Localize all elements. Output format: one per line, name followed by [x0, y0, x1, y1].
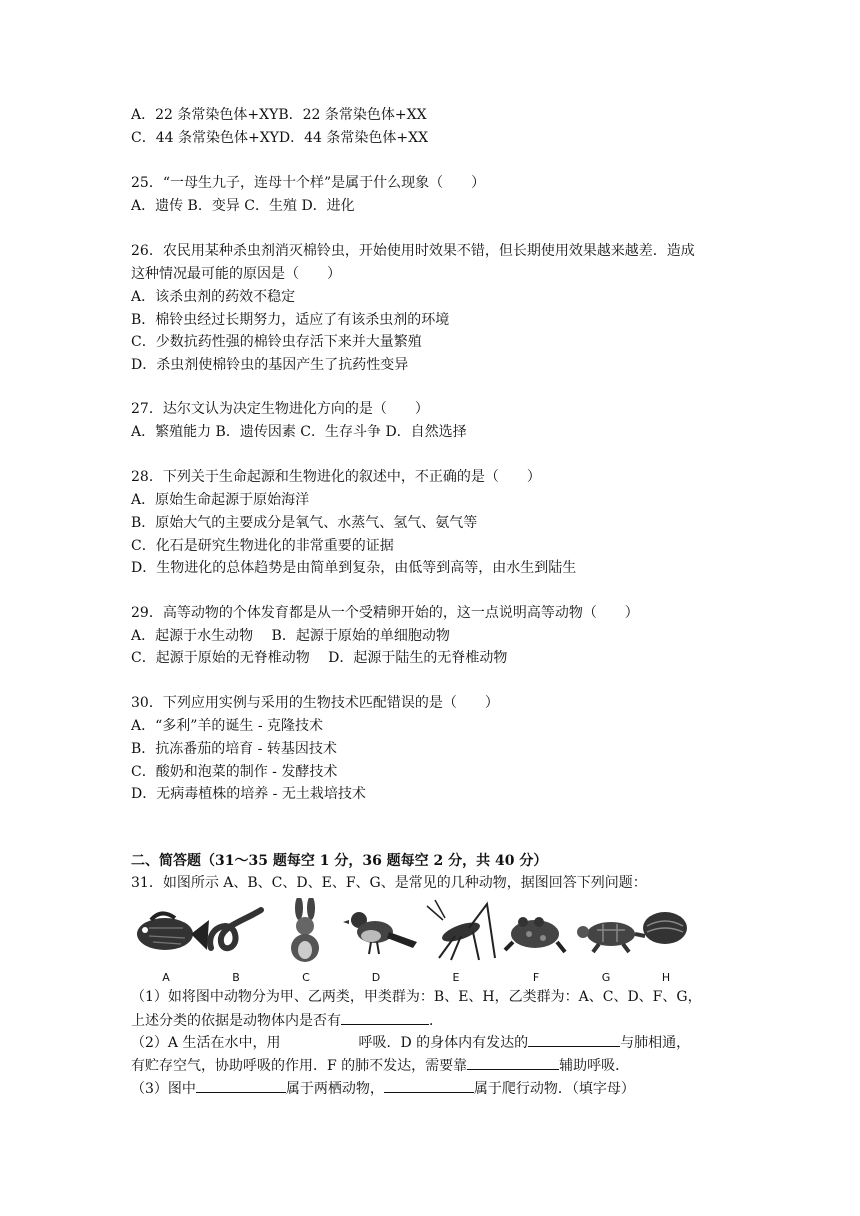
section-title: 二、简答题（31～35 题每空 1 分，36 题每空 2 分，共 40 分） [131, 853, 548, 869]
q31-part3 [131, 1078, 635, 1099]
clam-figure [631, 898, 701, 984]
figure-letter: F [532, 971, 540, 984]
figure-letter: D [371, 971, 381, 984]
q31-part2-text5: 辅助呼吸． [559, 1058, 630, 1074]
q25-options: A．遗传 B．变异 C．生殖 D．进化 [131, 198, 355, 214]
bird-figure [341, 898, 411, 984]
q28-option-c: C．化石是研究生物进化的非常重要的证据 [131, 538, 394, 554]
q28-option-d: D．生物进化的总体趋势是由简单到复杂，由低等到高等，由水生到陆生 [131, 560, 577, 576]
q31-part1-line1: （1）如将图中动物分为甲、乙两类，甲类群为：B、E、H，乙类群为：A、C、D、F、G， [131, 989, 702, 1005]
q29-options-cd: C．起源于原始的无脊椎动物 D．起源于陆生的无脊椎动物 [131, 650, 508, 666]
answer-blank[interactable] [341, 1010, 429, 1025]
frog-figure [501, 898, 571, 984]
answer-blank[interactable] [384, 1078, 474, 1093]
q28-option-b: B．原始大气的主要成分是氧气、水蒸气、氢气、氨气等 [131, 515, 478, 531]
q26-option-b: B．棉铃虫经过长期努力，适应了有该杀虫剂的环境 [131, 312, 450, 328]
q31-part3-text3: 属于爬行动物．（填字母） [473, 1081, 635, 1097]
q31-part3-text1: （3）图中 [131, 1081, 196, 1097]
figure-letter: E [452, 971, 460, 984]
q30-option-a: A．“多利”羊的诞生 - 克隆技术 [131, 718, 324, 734]
q25-stem: 25．“一母生九子，连母十个样”是属于什么现象（ ） [131, 175, 486, 191]
grasshopper-figure [421, 898, 491, 984]
q30-option-b: B．抗冻番茄的培育 - 转基因技术 [131, 741, 337, 757]
q31-part2-text2: 呼吸．D 的身体内有发达的 [358, 1035, 529, 1051]
q31-part2-text1: （2）A 生活在水中，用 [131, 1035, 281, 1051]
q31-part2-text3: 与肺相通， [620, 1035, 691, 1051]
q31-stem: 31．如图所示 A、B、C、D、E、F、G、是常见的几种动物，据图回答下列问题： [131, 875, 647, 891]
q26-option-d: D．杀虫剂使棉铃虫的基因产生了抗药性变异 [131, 357, 409, 373]
q28-option-a: A．原始生命起源于原始海洋 [131, 492, 310, 508]
answer-blank[interactable] [467, 1055, 559, 1070]
q26-stem-line1: 26．农民用某种杀虫剂消灭棉铃虫，开始使用时效果不错，但长期使用效果越来越差．造成 [131, 243, 695, 259]
q31-part1-text: 上述分类的依据是动物体内是否有 [131, 1013, 341, 1029]
q31-part1-line2 [131, 1010, 443, 1031]
q31-part2-line1 [131, 1032, 690, 1053]
figure-letter: G [601, 971, 611, 984]
q26-option-a: A．该杀虫剂的药效不稳定 [131, 289, 296, 305]
q30-option-c: C．酸奶和泡菜的制作 - 发酵技术 [131, 764, 338, 780]
rabbit-figure [271, 898, 341, 984]
q24-option-ab: A．22 条常染色体+XYB．22 条常染色体+XX [131, 107, 427, 123]
q31-part2-text4: 有贮存空气，协助呼吸的作用．F 的肺不发达，需要靠 [131, 1058, 468, 1074]
q31-part1-end: ． [429, 1013, 443, 1029]
q31-part2-line2 [131, 1055, 629, 1076]
q30-option-d: D．无病毒植株的培养 - 无土栽培技术 [131, 786, 366, 802]
figure-letter: A [162, 971, 170, 984]
figure-letter: C [302, 971, 310, 984]
q24-option-cd: C．44 条常染色体+XYD．44 条常染色体+XX [131, 130, 429, 146]
answer-blank[interactable] [196, 1078, 286, 1093]
fish-figure [131, 898, 201, 984]
animals-figure [131, 898, 691, 984]
figure-letter: B [232, 971, 240, 984]
q26-option-c: C．少数抗药性强的棉铃虫存活下来并大量繁殖 [131, 334, 422, 350]
q30-stem: 30．下列应用实例与采用的生物技术匹配错误的是（ ） [131, 695, 499, 711]
q29-stem: 29．高等动物的个体发育都是从一个受精卵开始的，这一点说明高等动物（ ） [131, 605, 639, 621]
figure-letter: H [661, 971, 671, 984]
q28-stem: 28．下列关于生命起源和生物进化的叙述中，不正确的是（ ） [131, 469, 541, 485]
q27-options: A．繁殖能力 B．遗传因素 C．生存斗争 D．自然选择 [131, 424, 467, 440]
earthworm-figure [201, 898, 271, 984]
q29-options-ab: A．起源于水生动物 B．起源于原始的单细胞动物 [131, 628, 450, 644]
q26-stem-line2: 这种情况最可能的原因是（ ） [131, 266, 341, 282]
answer-blank[interactable] [528, 1032, 620, 1047]
q31-part3-text2: 属于两栖动物， [285, 1081, 384, 1097]
q27-stem: 27．达尔文认为决定生物进化方向的是（ ） [131, 401, 429, 417]
